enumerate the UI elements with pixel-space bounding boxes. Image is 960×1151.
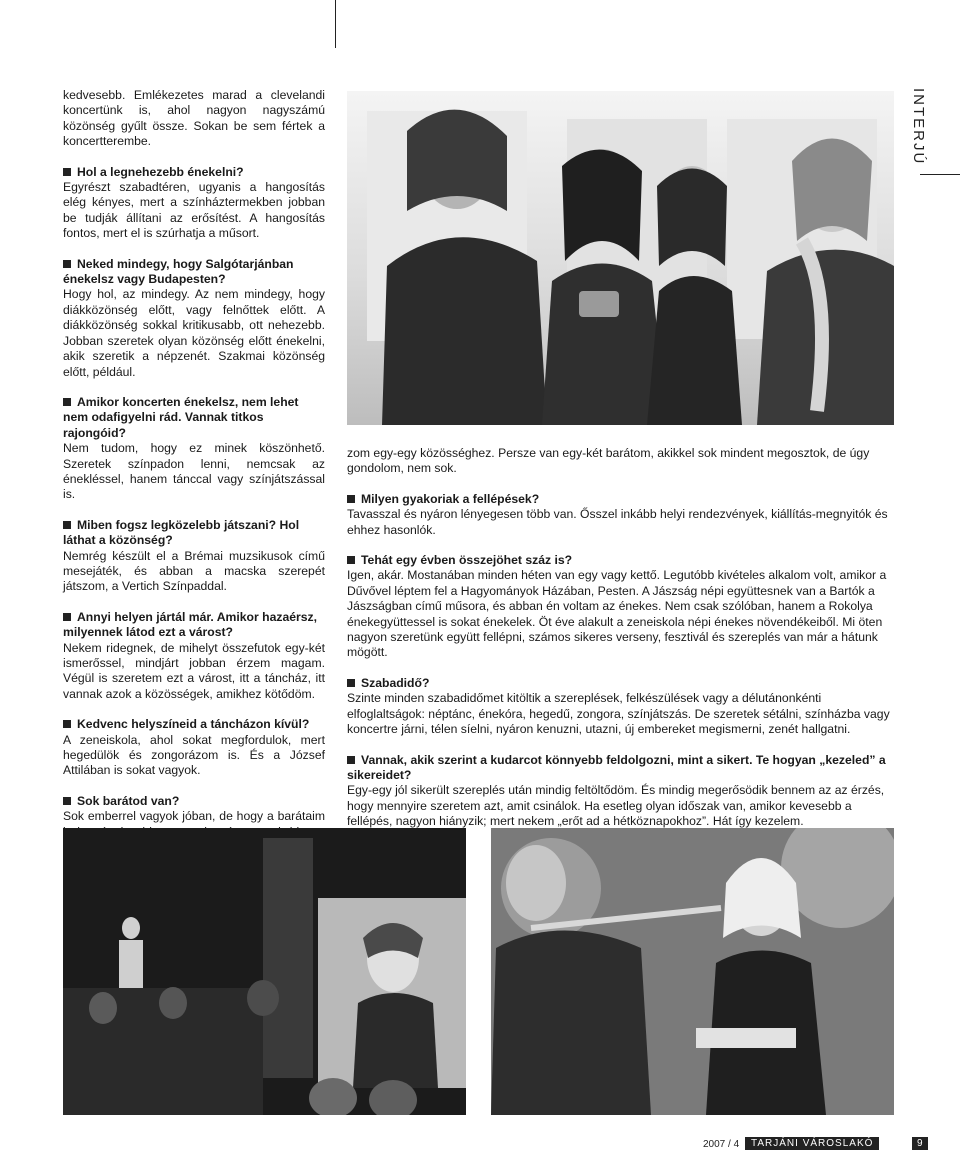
right-text-column <box>347 446 894 830</box>
answer-text: Sok emberrel vagyok jóban, de hogy a barátaim <box>63 809 325 824</box>
question-heading: Amikor koncerten énekelsz, nem lehet nem odafigyelni rád. Vannak titkos rajongóid? <box>63 395 325 441</box>
answer-text: zom egy-egy közösséghez. Persze van egy-két barátom, akikkel sok mindent megosztok, de úgy gondolom, nem sok. <box>347 446 870 476</box>
question-heading: Tehát egy évben összejöhet száz is? <box>347 553 894 568</box>
answer-text: A zeneiskola, ahol sokat megfordulok, mert hegedülök és zongorázom is. És a József Attilában is sokat vagyok. <box>63 732 325 778</box>
answer-text: Nem tudom, hogy ez minek köszönhető. Szeretek színpadon lenni, nemcsak az énekléssel, hanem tánccal vagy színjátszással is. <box>63 441 325 502</box>
photo-stage-performance <box>63 828 466 1115</box>
answer-text: Nekem ridegnek, de mihelyt összefutok egy-két ismerőssel, mindjárt jobban érzem magam. Végül is szeretem ezt a várost, itt a táncház, itt vannak azok a közösségek, amikhez kötődöm. <box>63 640 325 701</box>
question-heading: Miben fogsz legközelebb játszani? Hol láthat a közönség? <box>63 518 325 549</box>
answer-text: Tavasszal és nyáron lényegesen több van. Ősszel inkább helyi rendezvények, kiállítás-megnyitók és ehhez hasonlók. <box>347 507 888 537</box>
magazine-name: TARJÁNI VÁROSLAKÓ <box>745 1137 879 1150</box>
question-heading: Szabadidő? <box>347 676 894 691</box>
answer-text: Szinte minden szabadidőmet kitöltik a szereplések, felkészülések vagy a délutánonkénti elfoglaltságok: néptánc, énekóra, hegedű, zongora, színjátszás. De szeretek sétálni, színházba vagy koncertre járni, télen síelni, nyáron kenuzni, utazni, új embereket megismerni, zenét hallgatni. <box>347 691 890 737</box>
left-text-column <box>63 88 325 871</box>
photo-outdoor-musicians <box>491 828 894 1115</box>
answer-text: Igen, akár. Mostanában minden héten van egy vagy kettő. Legutóbb kivételes alkalom volt, amikor a Dűvővel léptem fel a Hagyományok Házában, Pesten. A Jászság népi együttesnek van a Bartók a Jászságban című műsora, és abban én voltam az énekes. Nem csak szólóban, hanem a Rokolya énekegyüttessel is sokat énekelek. Öt éve alakult a zeneiskola népi énekes növendékeiből. Mi öten nagyon szeretünk együtt fellépni, számos sikeres verseny, fesztivál és szereplés van már a hátunk mögött. <box>347 568 887 660</box>
question-heading: Annyi helyen jártál már. Amikor hazaérsz, milyennek látod ezt a várost? <box>63 610 325 641</box>
answer-text: Egy-egy jól sikerült szereplés után mindig feltöltődöm. És mindig megerősödik bennem az az érzés, hogy mennyire szeretem azt, amit csinálok. Ha esetleg olyan időszak van, amikor kevesebb a fellépés, nagyon hiányzik; mert nekem „erőt ad a hétköznapokhoz”. Hát így kezelem. <box>347 783 885 829</box>
question-heading: Neked mindegy, hogy Salgótarjánban énekelsz vagy Budapesten? <box>63 257 325 288</box>
answer-text: kedvesebb. Emlékezetes marad a clevelandi koncertünk is, ahol nagyon nagyszámú közönség gyűlt össze. Sokan be sem fértek a koncertterembe. <box>63 88 325 149</box>
answer-text: Egyrészt szabadtéren, ugyanis a hangosítás elég kényes, mert a színháztermekben jobban be tudják állítani az erősítést. A hangosítás fontos, mert el is szúrhatja a műsort. <box>63 180 325 241</box>
answer-text: Hogy hol, az mindegy. Az nem mindegy, hogy diákközönség előtt, vagy felnőttek előtt. A diákközönség sokkal kritikusabb, ott nehezebb. Jobban szeretek olyan közönség előtt énekelni, akik szeretik a népzenét. Szakmai közönség előtt, például. <box>63 287 325 379</box>
photo-four-girls <box>347 91 894 425</box>
question-heading: Sok barátod van? <box>63 794 325 809</box>
top-divider <box>335 0 336 48</box>
question-heading: Vannak, akik szerint a kudarcot könnyebb feldolgozni, mint a sikert. Te hogyan „kezeled” a sikereidet? <box>347 753 894 784</box>
question-heading: Milyen gyakoriak a fellépések? <box>347 492 894 507</box>
question-heading: Kedvenc helyszíneid a táncházon kívül? <box>63 717 325 732</box>
answer-text: Nemrég készült el a Brémai muzsikusok című mesejáték, és abban a macska szerepét játszom, a Vertich Színpaddal. <box>63 548 325 594</box>
question-heading: Hol a legnehezebb énekelni? <box>63 165 325 180</box>
issue-number: 2007 / 4 <box>703 1139 740 1150</box>
section-rule <box>920 174 960 175</box>
page-number: 9 <box>912 1137 928 1150</box>
section-label: INTERJÚ <box>910 88 927 166</box>
